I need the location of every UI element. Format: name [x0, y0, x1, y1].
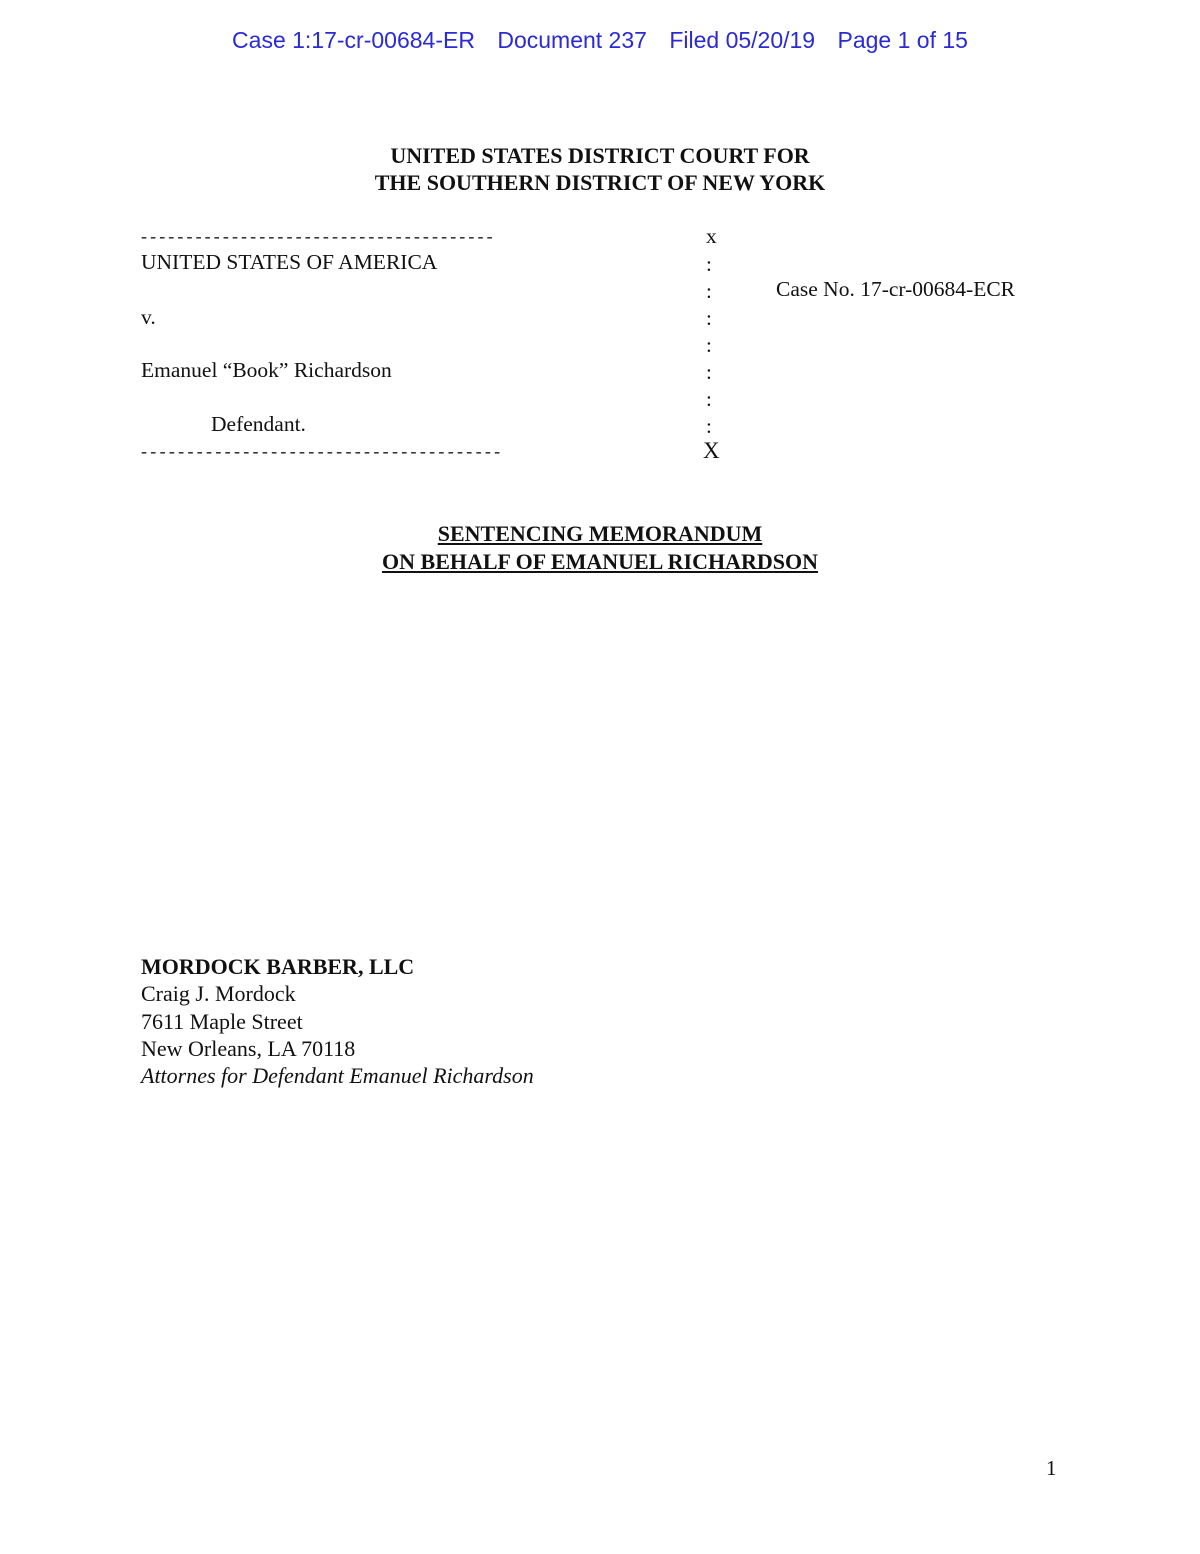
case-number: Case 1:17-cr-00684-ER	[232, 27, 475, 53]
firm-name: MORDOCK BARBER, LLC	[141, 954, 415, 979]
defendant-name: Emanuel “Book” Richardson	[141, 358, 392, 382]
court-line-2: THE SOUTHERN DISTRICT OF NEW YORK	[374, 170, 826, 195]
caption-bottom-mark: X	[703, 438, 720, 463]
versus: v.	[141, 305, 156, 329]
document-title	[0, 520, 1200, 576]
colon: :	[706, 360, 712, 384]
caption-bottom-rule: ---------------------------------------	[141, 441, 504, 461]
counsel-role: Attornes for Defendant Emanuel Richardson	[141, 1063, 534, 1089]
colon: :	[706, 252, 712, 276]
street-address: 7611 Maple Street	[141, 1008, 303, 1034]
filed-date: Filed 05/20/19	[669, 27, 816, 53]
colon: :	[706, 333, 712, 357]
colon: :	[706, 279, 712, 303]
plaintiff: UNITED STATES OF AMERICA	[141, 250, 438, 274]
city-state-zip: New Orleans, LA 70118	[141, 1035, 356, 1061]
court-heading	[0, 142, 1200, 196]
page-number: 1	[1046, 1456, 1057, 1480]
colon: :	[706, 306, 712, 330]
title-line-2: ON BEHALF OF EMANUEL RICHARDSON	[382, 549, 818, 574]
colon: :	[706, 387, 712, 411]
title-line-1: SENTENCING MEMORANDUM	[437, 521, 763, 546]
caption-top-rule: ---------------------------------------	[141, 226, 496, 246]
defendant-label: Defendant.	[211, 412, 306, 436]
court-line-1: UNITED STATES DISTRICT COURT FOR	[390, 143, 810, 168]
caption-top-mark: x	[706, 224, 717, 248]
counsel-block	[141, 953, 534, 1089]
colon: :	[706, 414, 712, 438]
case-no: Case No. 17-cr-00684-ECR	[776, 277, 1016, 301]
attorney-name: Craig J. Mordock	[141, 981, 296, 1007]
page-count: Page 1 of 15	[837, 27, 968, 53]
filing-header	[0, 27, 1200, 54]
document-number: Document 237	[497, 27, 647, 53]
